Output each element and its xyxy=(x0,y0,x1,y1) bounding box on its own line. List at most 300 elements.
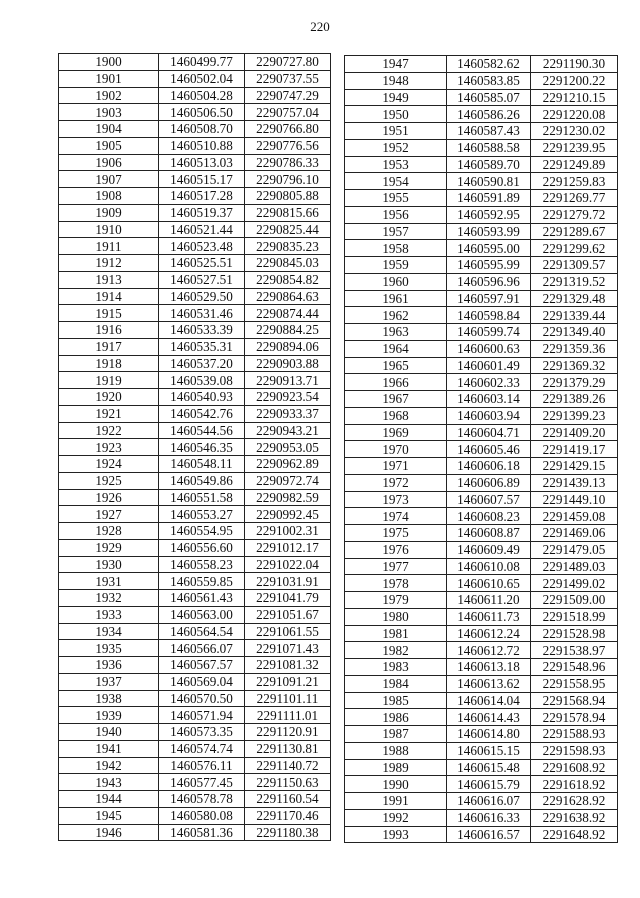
x-coordinate-cell: 1460564.54 xyxy=(159,623,245,640)
table-row xyxy=(59,623,331,640)
x-coordinate-cell: 1460556.60 xyxy=(159,539,245,556)
table-row xyxy=(345,726,618,743)
y-coordinate-cell: 2291150.63 xyxy=(245,774,331,791)
table-row xyxy=(59,87,331,104)
table-row xyxy=(345,340,618,357)
x-coordinate-cell: 1460499.77 xyxy=(159,54,245,71)
y-coordinate-cell: 2291329.48 xyxy=(531,290,618,307)
table-row xyxy=(345,458,618,475)
x-coordinate-cell: 1460598.84 xyxy=(447,307,531,324)
point-id-cell: 1936 xyxy=(59,657,159,674)
y-coordinate-cell: 2291618.92 xyxy=(531,776,618,793)
point-id-cell: 1948 xyxy=(345,72,447,89)
y-coordinate-cell: 2291130.81 xyxy=(245,740,331,757)
table-row xyxy=(345,307,618,324)
x-coordinate-cell: 1460607.57 xyxy=(447,491,531,508)
x-coordinate-cell: 1460546.35 xyxy=(159,439,245,456)
point-id-cell: 1938 xyxy=(59,690,159,707)
x-coordinate-cell: 1460525.51 xyxy=(159,255,245,272)
x-coordinate-cell: 1460570.50 xyxy=(159,690,245,707)
table-row xyxy=(345,324,618,341)
table-row xyxy=(345,508,618,525)
x-coordinate-cell: 1460595.00 xyxy=(447,240,531,257)
point-id-cell: 1952 xyxy=(345,139,447,156)
point-id-cell: 1928 xyxy=(59,523,159,540)
y-coordinate-cell: 2290747.29 xyxy=(245,87,331,104)
y-coordinate-cell: 2290943.21 xyxy=(245,422,331,439)
table-row xyxy=(59,707,331,724)
table-row xyxy=(345,374,618,391)
y-coordinate-cell: 2291101.11 xyxy=(245,690,331,707)
table-row xyxy=(345,491,618,508)
point-id-cell: 1973 xyxy=(345,491,447,508)
y-coordinate-cell: 2291469.06 xyxy=(531,525,618,542)
table-row xyxy=(345,391,618,408)
table-row xyxy=(59,657,331,674)
y-coordinate-cell: 2290757.04 xyxy=(245,104,331,121)
x-coordinate-cell: 1460566.07 xyxy=(159,640,245,657)
y-coordinate-cell: 2291200.22 xyxy=(531,72,618,89)
x-coordinate-cell: 1460517.28 xyxy=(159,188,245,205)
table-row xyxy=(345,190,618,207)
point-id-cell: 1986 xyxy=(345,709,447,726)
x-coordinate-cell: 1460613.18 xyxy=(447,659,531,676)
y-coordinate-cell: 2290903.88 xyxy=(245,355,331,372)
table-row xyxy=(345,742,618,759)
point-id-cell: 1909 xyxy=(59,204,159,221)
point-id-cell: 1939 xyxy=(59,707,159,724)
table-row xyxy=(345,525,618,542)
y-coordinate-cell: 2291071.43 xyxy=(245,640,331,657)
y-coordinate-cell: 2291051.67 xyxy=(245,606,331,623)
table-row xyxy=(345,776,618,793)
y-coordinate-cell: 2291509.00 xyxy=(531,592,618,609)
x-coordinate-cell: 1460535.31 xyxy=(159,338,245,355)
x-coordinate-cell: 1460559.85 xyxy=(159,573,245,590)
table-row xyxy=(59,439,331,456)
x-coordinate-cell: 1460614.43 xyxy=(447,709,531,726)
table-row xyxy=(59,422,331,439)
y-coordinate-cell: 2291239.95 xyxy=(531,139,618,156)
table-row xyxy=(59,171,331,188)
point-id-cell: 1904 xyxy=(59,121,159,138)
y-coordinate-cell: 2290825.44 xyxy=(245,221,331,238)
y-coordinate-cell: 2290953.05 xyxy=(245,439,331,456)
point-id-cell: 1965 xyxy=(345,357,447,374)
table-row xyxy=(345,123,618,140)
point-id-cell: 1946 xyxy=(59,824,159,841)
table-row xyxy=(345,675,618,692)
y-coordinate-cell: 2291349.40 xyxy=(531,324,618,341)
point-id-cell: 1967 xyxy=(345,391,447,408)
point-id-cell: 1903 xyxy=(59,104,159,121)
y-coordinate-cell: 2291180.38 xyxy=(245,824,331,841)
y-coordinate-cell: 2290835.23 xyxy=(245,238,331,255)
table-row xyxy=(59,238,331,255)
table-row xyxy=(59,389,331,406)
table-row xyxy=(59,472,331,489)
x-coordinate-cell: 1460608.87 xyxy=(447,525,531,542)
table-row xyxy=(345,72,618,89)
point-id-cell: 1917 xyxy=(59,338,159,355)
x-coordinate-cell: 1460527.51 xyxy=(159,271,245,288)
x-coordinate-cell: 1460589.70 xyxy=(447,156,531,173)
point-id-cell: 1966 xyxy=(345,374,447,391)
y-coordinate-cell: 2291628.92 xyxy=(531,793,618,810)
y-coordinate-cell: 2291022.04 xyxy=(245,556,331,573)
table-row xyxy=(345,826,618,843)
x-coordinate-cell: 1460616.33 xyxy=(447,809,531,826)
point-id-cell: 1981 xyxy=(345,625,447,642)
x-coordinate-cell: 1460586.26 xyxy=(447,106,531,123)
y-coordinate-cell: 2291638.92 xyxy=(531,809,618,826)
point-id-cell: 1914 xyxy=(59,288,159,305)
table-row xyxy=(59,322,331,339)
point-id-cell: 1907 xyxy=(59,171,159,188)
x-coordinate-cell: 1460563.00 xyxy=(159,606,245,623)
y-coordinate-cell: 2291538.97 xyxy=(531,642,618,659)
x-coordinate-cell: 1460600.63 xyxy=(447,340,531,357)
point-id-cell: 1959 xyxy=(345,257,447,274)
x-coordinate-cell: 1460539.08 xyxy=(159,372,245,389)
y-coordinate-cell: 2291031.91 xyxy=(245,573,331,590)
y-coordinate-cell: 2291091.21 xyxy=(245,673,331,690)
point-id-cell: 1963 xyxy=(345,324,447,341)
x-coordinate-cell: 1460553.27 xyxy=(159,506,245,523)
table-row xyxy=(345,407,618,424)
x-coordinate-cell: 1460593.99 xyxy=(447,223,531,240)
y-coordinate-cell: 2290796.10 xyxy=(245,171,331,188)
point-id-cell: 1918 xyxy=(59,355,159,372)
point-id-cell: 1989 xyxy=(345,759,447,776)
x-coordinate-cell: 1460506.50 xyxy=(159,104,245,121)
y-coordinate-cell: 2290805.88 xyxy=(245,188,331,205)
point-id-cell: 1969 xyxy=(345,424,447,441)
point-id-cell: 1955 xyxy=(345,190,447,207)
table-row xyxy=(59,757,331,774)
table-row xyxy=(345,290,618,307)
x-coordinate-cell: 1460551.58 xyxy=(159,489,245,506)
x-coordinate-cell: 1460504.28 xyxy=(159,87,245,104)
table-row xyxy=(59,556,331,573)
y-coordinate-cell: 2291518.99 xyxy=(531,608,618,625)
x-coordinate-cell: 1460519.37 xyxy=(159,204,245,221)
x-coordinate-cell: 1460573.35 xyxy=(159,724,245,741)
x-coordinate-cell: 1460610.65 xyxy=(447,575,531,592)
table-row xyxy=(345,156,618,173)
point-id-cell: 1990 xyxy=(345,776,447,793)
point-id-cell: 1983 xyxy=(345,659,447,676)
y-coordinate-cell: 2291170.46 xyxy=(245,807,331,824)
y-coordinate-cell: 2291299.62 xyxy=(531,240,618,257)
point-id-cell: 1910 xyxy=(59,221,159,238)
point-id-cell: 1978 xyxy=(345,575,447,592)
x-coordinate-cell: 1460521.44 xyxy=(159,221,245,238)
point-id-cell: 1970 xyxy=(345,441,447,458)
y-coordinate-cell: 2291339.44 xyxy=(531,307,618,324)
x-coordinate-cell: 1460571.94 xyxy=(159,707,245,724)
y-coordinate-cell: 2291289.67 xyxy=(531,223,618,240)
x-coordinate-cell: 1460595.99 xyxy=(447,257,531,274)
y-coordinate-cell: 2291220.08 xyxy=(531,106,618,123)
x-coordinate-cell: 1460612.72 xyxy=(447,642,531,659)
table-row xyxy=(345,809,618,826)
x-coordinate-cell: 1460615.79 xyxy=(447,776,531,793)
x-coordinate-cell: 1460610.08 xyxy=(447,558,531,575)
table-row xyxy=(59,539,331,556)
y-coordinate-cell: 2290933.37 xyxy=(245,405,331,422)
point-id-cell: 1923 xyxy=(59,439,159,456)
point-id-cell: 1976 xyxy=(345,541,447,558)
y-coordinate-cell: 2291279.72 xyxy=(531,206,618,223)
point-id-cell: 1920 xyxy=(59,389,159,406)
y-coordinate-cell: 2291309.57 xyxy=(531,257,618,274)
y-coordinate-cell: 2290923.54 xyxy=(245,389,331,406)
table-row xyxy=(345,257,618,274)
y-coordinate-cell: 2291269.77 xyxy=(531,190,618,207)
page-number: 220 xyxy=(310,19,330,34)
table-row xyxy=(59,372,331,389)
y-coordinate-cell: 2291041.79 xyxy=(245,590,331,607)
x-coordinate-cell: 1460583.85 xyxy=(447,72,531,89)
y-coordinate-cell: 2290737.55 xyxy=(245,70,331,87)
table-row xyxy=(345,575,618,592)
point-id-cell: 1931 xyxy=(59,573,159,590)
table-row xyxy=(345,592,618,609)
y-coordinate-cell: 2291061.55 xyxy=(245,623,331,640)
table-row xyxy=(345,223,618,240)
point-id-cell: 1954 xyxy=(345,173,447,190)
x-coordinate-cell: 1460591.89 xyxy=(447,190,531,207)
y-coordinate-cell: 2290972.74 xyxy=(245,472,331,489)
x-coordinate-cell: 1460609.49 xyxy=(447,541,531,558)
x-coordinate-cell: 1460577.45 xyxy=(159,774,245,791)
x-coordinate-cell: 1460581.36 xyxy=(159,824,245,841)
x-coordinate-cell: 1460588.58 xyxy=(447,139,531,156)
y-coordinate-cell: 2291429.15 xyxy=(531,458,618,475)
table-row xyxy=(59,255,331,272)
x-coordinate-cell: 1460540.93 xyxy=(159,389,245,406)
x-coordinate-cell: 1460537.20 xyxy=(159,355,245,372)
table-row xyxy=(59,54,331,71)
y-coordinate-cell: 2291598.93 xyxy=(531,742,618,759)
table-row xyxy=(59,740,331,757)
y-coordinate-cell: 2291249.89 xyxy=(531,156,618,173)
y-coordinate-cell: 2291160.54 xyxy=(245,791,331,808)
y-coordinate-cell: 2291489.03 xyxy=(531,558,618,575)
table-row xyxy=(345,89,618,106)
table-body xyxy=(345,56,618,843)
point-id-cell: 1922 xyxy=(59,422,159,439)
table-row xyxy=(59,137,331,154)
point-id-cell: 1949 xyxy=(345,89,447,106)
table-row xyxy=(59,456,331,473)
x-coordinate-cell: 1460574.74 xyxy=(159,740,245,757)
point-id-cell: 1991 xyxy=(345,793,447,810)
x-coordinate-cell: 1460608.23 xyxy=(447,508,531,525)
x-coordinate-cell: 1460569.04 xyxy=(159,673,245,690)
table-row xyxy=(59,288,331,305)
x-coordinate-cell: 1460502.04 xyxy=(159,70,245,87)
y-coordinate-cell: 2290727.80 xyxy=(245,54,331,71)
table-row xyxy=(59,121,331,138)
y-coordinate-cell: 2291548.96 xyxy=(531,659,618,676)
x-coordinate-cell: 1460513.03 xyxy=(159,154,245,171)
x-coordinate-cell: 1460554.95 xyxy=(159,523,245,540)
x-coordinate-cell: 1460605.46 xyxy=(447,441,531,458)
point-id-cell: 1962 xyxy=(345,307,447,324)
x-coordinate-cell: 1460542.76 xyxy=(159,405,245,422)
point-id-cell: 1968 xyxy=(345,407,447,424)
table-row xyxy=(59,104,331,121)
y-coordinate-cell: 2291389.26 xyxy=(531,391,618,408)
point-id-cell: 1984 xyxy=(345,675,447,692)
y-coordinate-cell: 2291259.83 xyxy=(531,173,618,190)
x-coordinate-cell: 1460616.07 xyxy=(447,793,531,810)
y-coordinate-cell: 2291409.20 xyxy=(531,424,618,441)
y-coordinate-cell: 2291379.29 xyxy=(531,374,618,391)
table-row xyxy=(345,659,618,676)
table-body xyxy=(59,54,331,841)
x-coordinate-cell: 1460578.78 xyxy=(159,791,245,808)
table-row xyxy=(345,541,618,558)
x-coordinate-cell: 1460585.07 xyxy=(447,89,531,106)
point-id-cell: 1992 xyxy=(345,809,447,826)
point-id-cell: 1953 xyxy=(345,156,447,173)
y-coordinate-cell: 2291081.32 xyxy=(245,657,331,674)
table-row xyxy=(59,606,331,623)
point-id-cell: 1901 xyxy=(59,70,159,87)
table-row xyxy=(345,625,618,642)
point-id-cell: 1919 xyxy=(59,372,159,389)
table-row xyxy=(59,640,331,657)
x-coordinate-cell: 1460590.81 xyxy=(447,173,531,190)
x-coordinate-cell: 1460587.43 xyxy=(447,123,531,140)
point-id-cell: 1960 xyxy=(345,273,447,290)
x-coordinate-cell: 1460601.49 xyxy=(447,357,531,374)
y-coordinate-cell: 2291499.02 xyxy=(531,575,618,592)
point-id-cell: 1988 xyxy=(345,742,447,759)
point-id-cell: 1947 xyxy=(345,56,447,73)
x-coordinate-cell: 1460611.20 xyxy=(447,592,531,609)
x-coordinate-cell: 1460603.94 xyxy=(447,407,531,424)
table-row xyxy=(345,441,618,458)
y-coordinate-cell: 2291210.15 xyxy=(531,89,618,106)
x-coordinate-cell: 1460544.56 xyxy=(159,422,245,439)
y-coordinate-cell: 2290766.80 xyxy=(245,121,331,138)
point-id-cell: 1940 xyxy=(59,724,159,741)
x-coordinate-cell: 1460599.74 xyxy=(447,324,531,341)
table-row xyxy=(345,558,618,575)
y-coordinate-cell: 2291419.17 xyxy=(531,441,618,458)
point-id-cell: 1929 xyxy=(59,539,159,556)
x-coordinate-cell: 1460613.62 xyxy=(447,675,531,692)
y-coordinate-cell: 2291230.02 xyxy=(531,123,618,140)
x-coordinate-cell: 1460614.04 xyxy=(447,692,531,709)
point-id-cell: 1961 xyxy=(345,290,447,307)
y-coordinate-cell: 2291140.72 xyxy=(245,757,331,774)
y-coordinate-cell: 2290982.59 xyxy=(245,489,331,506)
y-coordinate-cell: 2290992.45 xyxy=(245,506,331,523)
y-coordinate-cell: 2291568.94 xyxy=(531,692,618,709)
x-coordinate-cell: 1460576.11 xyxy=(159,757,245,774)
point-id-cell: 1913 xyxy=(59,271,159,288)
point-id-cell: 1937 xyxy=(59,673,159,690)
point-id-cell: 1971 xyxy=(345,458,447,475)
x-coordinate-cell: 1460606.89 xyxy=(447,474,531,491)
point-id-cell: 1944 xyxy=(59,791,159,808)
y-coordinate-cell: 2290854.82 xyxy=(245,271,331,288)
table-row xyxy=(59,204,331,221)
point-id-cell: 1987 xyxy=(345,726,447,743)
table-row xyxy=(345,709,618,726)
x-coordinate-cell: 1460561.43 xyxy=(159,590,245,607)
table-row xyxy=(345,206,618,223)
x-coordinate-cell: 1460592.95 xyxy=(447,206,531,223)
coordinate-table-right xyxy=(344,55,618,843)
x-coordinate-cell: 1460580.08 xyxy=(159,807,245,824)
point-id-cell: 1979 xyxy=(345,592,447,609)
coordinate-table-left xyxy=(58,53,331,841)
table-row xyxy=(59,355,331,372)
point-id-cell: 1921 xyxy=(59,405,159,422)
x-coordinate-cell: 1460615.48 xyxy=(447,759,531,776)
y-coordinate-cell: 2290894.06 xyxy=(245,338,331,355)
point-id-cell: 1927 xyxy=(59,506,159,523)
table-row xyxy=(345,793,618,810)
table-row xyxy=(345,608,618,625)
x-coordinate-cell: 1460515.17 xyxy=(159,171,245,188)
table-row xyxy=(345,357,618,374)
point-id-cell: 1935 xyxy=(59,640,159,657)
point-id-cell: 1957 xyxy=(345,223,447,240)
table-row xyxy=(345,240,618,257)
x-coordinate-cell: 1460612.24 xyxy=(447,625,531,642)
point-id-cell: 1930 xyxy=(59,556,159,573)
table-row xyxy=(59,573,331,590)
table-row xyxy=(345,474,618,491)
x-coordinate-cell: 1460597.91 xyxy=(447,290,531,307)
table-row xyxy=(345,759,618,776)
table-row xyxy=(345,424,618,441)
y-coordinate-cell: 2290815.66 xyxy=(245,204,331,221)
x-coordinate-cell: 1460567.57 xyxy=(159,657,245,674)
table-row xyxy=(59,523,331,540)
point-id-cell: 1916 xyxy=(59,322,159,339)
point-id-cell: 1956 xyxy=(345,206,447,223)
table-row xyxy=(59,154,331,171)
y-coordinate-cell: 2291528.98 xyxy=(531,625,618,642)
point-id-cell: 1942 xyxy=(59,757,159,774)
point-id-cell: 1924 xyxy=(59,456,159,473)
point-id-cell: 1958 xyxy=(345,240,447,257)
y-coordinate-cell: 2290874.44 xyxy=(245,305,331,322)
table-row xyxy=(59,221,331,238)
point-id-cell: 1900 xyxy=(59,54,159,71)
table-row xyxy=(345,273,618,290)
y-coordinate-cell: 2290913.71 xyxy=(245,372,331,389)
x-coordinate-cell: 1460558.23 xyxy=(159,556,245,573)
x-coordinate-cell: 1460533.39 xyxy=(159,322,245,339)
y-coordinate-cell: 2291558.95 xyxy=(531,675,618,692)
point-id-cell: 1975 xyxy=(345,525,447,542)
x-coordinate-cell: 1460604.71 xyxy=(447,424,531,441)
table-row xyxy=(59,271,331,288)
y-coordinate-cell: 2291359.36 xyxy=(531,340,618,357)
table-row xyxy=(59,405,331,422)
x-coordinate-cell: 1460548.11 xyxy=(159,456,245,473)
y-coordinate-cell: 2291190.30 xyxy=(531,56,618,73)
